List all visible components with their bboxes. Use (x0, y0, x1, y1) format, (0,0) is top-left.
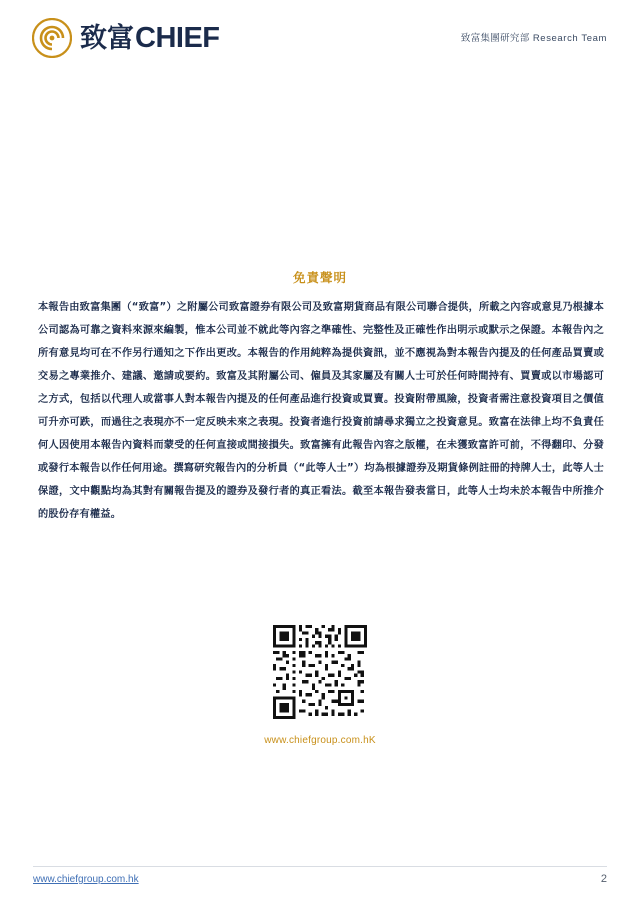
research-team-label-cn: 致富集團研究部 (460, 33, 530, 44)
disclaimer-title: 免責聲明 (292, 270, 347, 285)
disclaimer-body: 本報告由致富集團（“致富”）之附屬公司致富證券有限公司及致富期貨商品有限公司聯合提供，所載之內容或意見乃根據本公司認為可靠之資料來源來編製，惟本公司並不就此等內容之準確性、完整性及正確性作出明示或默示之保證。本報告內之所有意見均可在不作另行通知之下作出更改。本報告的作用純粹為提供資訊，並不應視為對本報告內提及的任何產品買賣或交易之專業推介、建議、邀請或要約。致富及其附屬公司、僱員及其家屬及有關人士可於任何時間持有、買賣或以市場認可之方式，包括以代理人或當事人對本報告內提及的任何產品進行投資或買賣。投資附帶風險，投資者需注意投資項目之價值可升亦可跌，而過往之表現亦不一定反映未來之表現。投資者進行投資前請尋求獨立之投資意見。致富在法律上均不負責任何人因使用本報告內資料而蒙受的任何直接或間接損失。致富擁有此報告內容之版權，在未獲致富許可前，不得翻印、分發或發行本報告以作任何用途。撰寫研究報告內的分析員（“此等人士”）均為根據證券及期貨條例註冊的持牌人士，此等人士保證，文中觀點均為其對有關報告提及的證券及發行者的真正看法。截至本報告發表當日，此等人士均未於本報告中所推介的股份存有權益。 (38, 302, 604, 521)
footer-divider (33, 866, 607, 867)
qr-code-container (0, 625, 640, 719)
brand-logo (32, 18, 220, 58)
research-team-label-en: Research Team (532, 33, 607, 44)
page-header (0, 0, 640, 80)
chief-spiral-logo-icon (32, 18, 72, 58)
logo-text-chinese: 致富 (80, 22, 134, 54)
logo-text-english: CHIEF (135, 21, 220, 54)
footer-website-link[interactable]: www.chiefgroup.com.hk (33, 874, 139, 885)
qr-code-icon (273, 625, 367, 719)
research-team-label (461, 30, 607, 44)
page-number: 2 (600, 873, 607, 885)
qr-code-caption: www.chiefgroup.com.hK (264, 735, 376, 746)
